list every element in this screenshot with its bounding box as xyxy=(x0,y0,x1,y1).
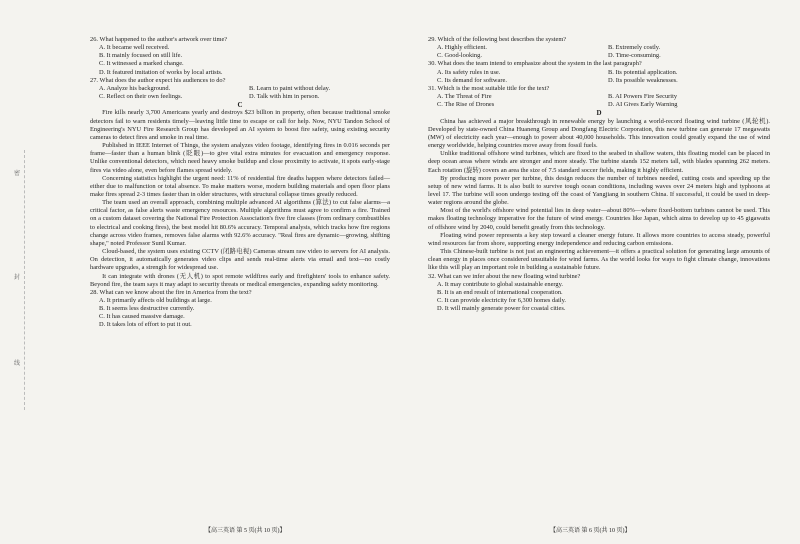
option: B. Its potential application. xyxy=(608,68,678,76)
left-column xyxy=(90,36,390,330)
option: B. Learn to paint without delay. xyxy=(249,84,331,92)
option: A. Analyze his background. xyxy=(99,84,171,92)
option: C. It witnessed a marked change. xyxy=(99,60,184,68)
question-stem: 27. What does the author expect his audiences to do? xyxy=(90,76,226,84)
option: A. It became well received. xyxy=(99,44,170,52)
option: D. Talk with him in person. xyxy=(249,93,320,101)
question-stem: 29. Which of the following best describes the system? xyxy=(428,36,567,43)
question-27 xyxy=(90,77,390,101)
option: C. It has caused massive damage. xyxy=(99,313,185,321)
option: B. It is an end result of international cooperation. xyxy=(437,288,563,296)
question-29 xyxy=(428,36,770,60)
margin-mark-1: 密 xyxy=(14,170,21,177)
question-stem: 30. What does the team intend to emphasize about the system in the last paragraph? xyxy=(428,60,642,68)
paragraph: By producing more power per turbine, this design reduces the number of turbines needed, cutting costs and speeding up the setup of new wind farms. It is also built to survive tough ocean conditions, including waves over 24 meters high and typhoons at level 17. The turbine will soon undergo testing off the coast of Yangjiang in southern China. If successful, it could be used in deep-water regions around the globe. xyxy=(428,174,770,207)
paragraph: The team used an overall approach, combining multiple advanced AI algorithms (算法) to cut false alarms—a critical factor, as false alerts waste emergency resources. Multiple algorithms must agree to confirm a fire. Trained on a custom dataset covering the National Fire Protection Association's five fire classes (from ordinary combustibles to electrical and cooking fires), the best model hit 80.6% accuracy. Temporal analysis, which tracks how fire regions change across video frames, removes false alarms with 92.6% accuracy. "Real fires are dynamic—growing, shifting shape," noted Professor Sunil Kumar. xyxy=(90,199,390,247)
section-heading-d: D xyxy=(596,109,602,118)
option: D. It will mainly generate power for coastal cities. xyxy=(437,305,566,313)
option: D. Its possible weaknesses. xyxy=(608,76,678,84)
paragraph: Unlike traditional offshore wind turbines, which are fixed to the seabed in shallow waters, this floating model can be placed in deep ocean areas where winds are stronger and more steady. The turbine stands 152 meters tall, with blades spanning 262 meters. Each rotation (旋转) covers an area the size of 7.5 standard soccer fields, making it highly efficient. xyxy=(428,150,770,174)
question-32 xyxy=(428,273,770,314)
paragraph: China has achieved a major breakthrough in renewable energy by launching a world-record floating wind turbine (风轮机). Developed by state-owned China Huaneng Group and Dongfang Electric Corporation, this new turbine can generate 17 megawatts (MW) of electricity each year—enough to power about 40,000 households. This innovation could greatly expand the use of wind energy worldwide, helping countries move away from fossil fuels. xyxy=(428,117,770,150)
binding-cut-line xyxy=(24,150,25,410)
passage-c xyxy=(90,109,390,288)
option: B. Extremely costly. xyxy=(608,44,661,52)
right-page xyxy=(400,0,800,544)
option: A. Highly efficient. xyxy=(437,44,487,52)
option: C. Its demand for software. xyxy=(437,76,507,84)
question-stem: 28. What can we know about the fire in America from the text? xyxy=(90,288,252,296)
option: A. Its safety rules in use. xyxy=(437,68,501,76)
question-30 xyxy=(428,60,770,84)
paragraph: Concerning statistics highlight the urgent need: 11% of residential fire deaths happen where detectors failed—either due to malfunction or total absence. To make matters worse, modern building materials and open floor plans make fires spread 2-3 times faster than in older structures, with structural collapse times greatly reduced. xyxy=(90,174,390,198)
paragraph: Floating wind power represents a key step toward a cleaner energy future. It allows more countries to access steady, powerful wind resources far from shore, supporting energy independence and reducing carbon emissions. xyxy=(428,231,770,247)
option: C. Reflect on their own feelings. xyxy=(99,93,183,101)
option: B. It mainly focused on still life. xyxy=(99,52,183,60)
paragraph: Most of the world's offshore wind potential lies in deep water—about 80%—where fixed-bottom turbines cannot be used. This makes floating technology imperative for the future of wind energy. Countries like Japan, which aims to develop up to 45 gigawatts of offshore wind by 2040, could benefit greatly from this technology. xyxy=(428,207,770,231)
option: A. It may contribute to global sustainable energy. xyxy=(437,280,564,288)
margin-mark-2: 封 xyxy=(14,274,21,281)
option: D. It featured imitation of works by local artists. xyxy=(99,68,223,76)
paragraph: It can integrate with drones (无人机) to spot remote wildfires early and firefighters' tools to enhance safety. Beyond fire, the team says it may adapt to security threats or medical emergencies, expanding safety monitoring. xyxy=(90,272,390,288)
option: D. Time-consuming. xyxy=(608,52,661,60)
page-footer: 【高三英语 第 6 页(共 10 页)】 xyxy=(550,528,631,534)
option: A. It primarily affects old buildings at large. xyxy=(99,297,212,304)
passage-d xyxy=(428,118,770,273)
paragraph: Fire kills nearly 3,700 Americans yearly and destroys $23 billion in property, often because traditional smoke detectors fail to warn residents timely—leaving little time to escape or call for help. Now, NYU Tandon School of Engineering's NYU Fire Research Group has developed an AI system to boost fire safety, using existing security cameras to detect fires and smoke in real time. xyxy=(90,109,390,141)
paragraph: Cloud-based, the system uses existing CCTV (闭路电视) Cameras stream raw video to servers for AI analysis. On detection, it automatically generates video clips and sends real-time alerts via email and text—no costly hardware upgrades, a strength for widespread use. xyxy=(90,248,390,272)
question-stem: 26. What happened to the author's artwork over time? xyxy=(90,36,228,43)
page-footer: 【高三英语 第 5 页(共 10 页)】 xyxy=(205,528,286,534)
paragraph: Published in IEEE Internet of Things, the system analyzes video footage, identifying fires in 0.016 seconds per frame—faster than a human blink (眨眼)—to give vital extra minutes for evacuation and emergency response. Unlike conventional detectors, which need heavy smoke buildup and close proximity to activate, it spots early-stage fires via video alone, even before flames spread widely. xyxy=(90,142,390,174)
question-26 xyxy=(90,36,390,77)
question-28 xyxy=(90,289,390,330)
margin-mark-3: 线 xyxy=(14,360,21,367)
option: C. It can provide electricity for 6,300 homes daily. xyxy=(437,297,566,304)
option: B. It seems less destructive currently. xyxy=(99,305,195,313)
option: B. AI Powers Fire Security xyxy=(608,93,678,101)
option: C. The Rise of Drones xyxy=(437,101,495,109)
option: C. Good-looking. xyxy=(437,52,482,60)
question-stem: 32. What can we infer about the new floating wind turbine? xyxy=(428,272,581,280)
paragraph: This Chinese-built turbine is not just an engineering achievement—it offers a practical solution for generating large amounts of clean energy in places once considered unsuitable for wind farms. As the world looks for ways to fight climate change, innovations like this will play an important role in building a sustainable future. xyxy=(428,248,770,272)
right-column xyxy=(428,36,770,313)
option: D. AI Gives Early Warning xyxy=(608,101,678,109)
section-heading-c: C xyxy=(237,101,243,110)
option: A. The Threat of Fire xyxy=(437,93,492,101)
question-31 xyxy=(428,85,770,109)
question-stem: 31. Which is the most suitable title for the text? xyxy=(428,84,550,92)
option: D. It takes lots of effort to put it out. xyxy=(99,321,192,329)
